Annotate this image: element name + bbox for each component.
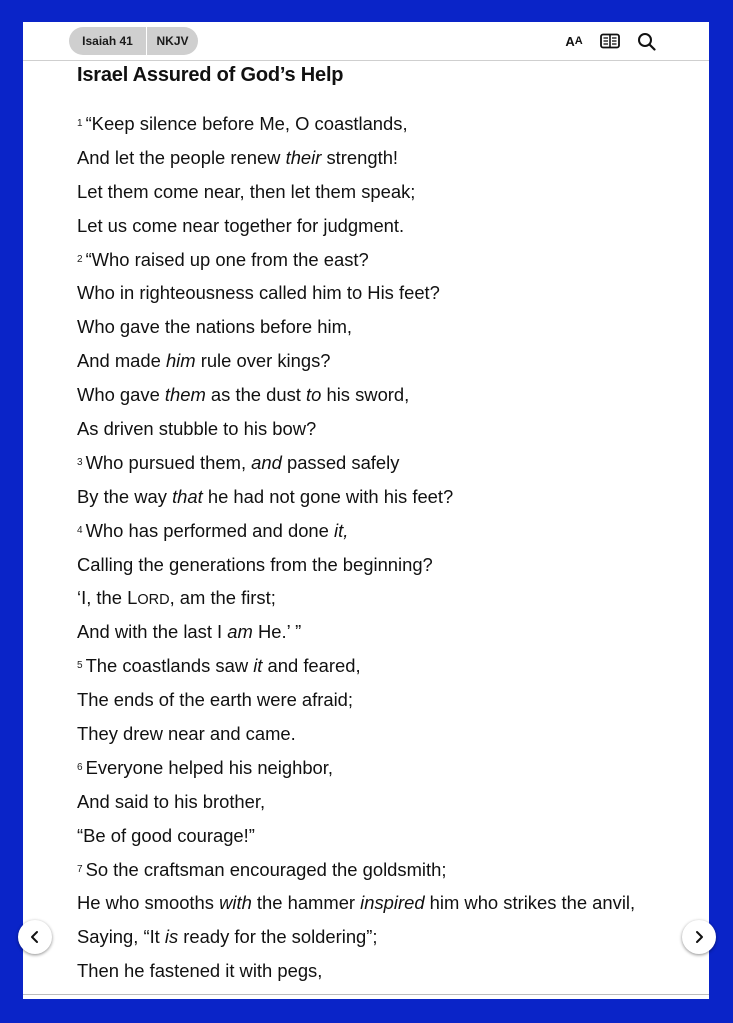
bottom-divider bbox=[23, 994, 709, 995]
text-line bbox=[77, 276, 697, 310]
text-line bbox=[77, 853, 697, 887]
verse-number: 1 bbox=[77, 118, 83, 129]
verse-text: as the dust bbox=[205, 384, 307, 406]
search-icon[interactable] bbox=[635, 30, 657, 52]
text-line bbox=[77, 175, 697, 209]
verse-text: rule over kings? bbox=[195, 350, 331, 372]
verse-text: They drew near and came. bbox=[77, 723, 296, 745]
small-caps-text: ORD bbox=[137, 592, 170, 609]
text-line bbox=[77, 751, 697, 785]
italic-word: it, bbox=[334, 519, 349, 541]
verse-text: Calling the generations from the beginning? bbox=[77, 553, 433, 575]
verse-number: 6 bbox=[77, 761, 83, 773]
verse-number: 7 bbox=[77, 863, 83, 875]
verse-text: Who gave the nations before him, bbox=[77, 316, 352, 338]
section-title: Israel Assured of God’s Help bbox=[77, 64, 344, 86]
verse-text: him who strikes the anvil, bbox=[424, 892, 636, 914]
text-line bbox=[77, 581, 697, 615]
italic-word: inspired bbox=[360, 892, 425, 914]
verse-text: passed safely bbox=[281, 451, 400, 473]
passage-selector bbox=[69, 27, 198, 55]
verse-text: He who smooths bbox=[77, 892, 220, 914]
text-line bbox=[77, 717, 697, 751]
verse-text: strength! bbox=[321, 146, 399, 168]
top-bar bbox=[23, 22, 709, 61]
verse-text: And with the last I bbox=[77, 621, 228, 643]
text-line bbox=[77, 819, 697, 853]
italic-word: them bbox=[164, 384, 206, 406]
previous-chapter-button[interactable] bbox=[18, 920, 52, 954]
verse-text: Who pursued them, bbox=[85, 451, 252, 473]
verse-text: Who has performed and done bbox=[85, 519, 334, 541]
verse-text: the hammer bbox=[251, 892, 361, 914]
text-size-icon[interactable] bbox=[563, 30, 585, 52]
text-line bbox=[77, 920, 697, 954]
verse-text: “Who raised up one from the east? bbox=[85, 248, 369, 270]
next-chapter-button[interactable] bbox=[682, 920, 716, 954]
verse-text: Let us come near together for judgment. bbox=[77, 214, 405, 236]
verse-number: 2 bbox=[77, 253, 83, 265]
text-line bbox=[77, 480, 697, 514]
text-line bbox=[77, 344, 697, 378]
text-line bbox=[77, 243, 697, 277]
search-glyph bbox=[637, 32, 656, 51]
text-line bbox=[77, 886, 697, 920]
text-line bbox=[77, 446, 697, 480]
verse-text: Who gave bbox=[77, 384, 165, 406]
verse-number: 5 bbox=[77, 660, 83, 672]
chevron-right-icon bbox=[692, 930, 706, 944]
verse-text: So the craftsman encouraged the goldsmith; bbox=[85, 858, 447, 880]
verse-text: “Be of good courage!” bbox=[77, 824, 255, 846]
verse-text: and feared, bbox=[262, 655, 361, 677]
reader-screen bbox=[23, 22, 709, 999]
verse-text: his sword, bbox=[321, 384, 410, 406]
chevron-left-icon bbox=[28, 930, 42, 944]
text-line bbox=[77, 209, 697, 243]
text-line bbox=[77, 310, 697, 344]
verse-text: “Keep silence before Me, O coastlands, bbox=[85, 113, 408, 134]
version-button[interactable]: NKJV bbox=[146, 27, 198, 55]
verse-text: Saying, “It bbox=[77, 926, 165, 948]
verse-text: The ends of the earth were afraid; bbox=[77, 689, 354, 711]
verse-text: Let them come near, then let them speak; bbox=[77, 180, 416, 202]
verse-text: ‘I, the L bbox=[77, 587, 138, 609]
verse-text: As driven stubble to his bow? bbox=[77, 418, 317, 440]
italic-word: their bbox=[285, 146, 322, 168]
verse-number: 4 bbox=[77, 524, 83, 536]
text-size-glyph-big: A bbox=[565, 33, 575, 49]
verse-text: he had not gone with his feet? bbox=[202, 485, 454, 507]
verse-text: , am the first; bbox=[169, 587, 276, 609]
verse-text: Everyone helped his neighbor, bbox=[85, 756, 333, 778]
italic-word: that bbox=[172, 485, 203, 507]
text-line bbox=[77, 514, 697, 548]
italic-word: and bbox=[251, 451, 282, 473]
book-open-icon[interactable] bbox=[599, 30, 621, 52]
verse-text: He.’ ” bbox=[252, 621, 302, 643]
verse-text: The coastlands saw bbox=[85, 655, 254, 677]
italic-word: am bbox=[227, 621, 253, 643]
text-line bbox=[77, 683, 697, 717]
verse-text: And let the people renew bbox=[77, 146, 286, 168]
verse-text: Then he fastened it with pegs, bbox=[77, 960, 323, 982]
scripture-text bbox=[77, 107, 697, 988]
verse-text: And said to his brother, bbox=[77, 790, 266, 812]
text-line bbox=[77, 615, 697, 649]
verse-number: 3 bbox=[77, 456, 83, 468]
text-size-glyph-small: A bbox=[574, 34, 583, 47]
verse-text: By the way bbox=[77, 485, 173, 507]
italic-word: is bbox=[164, 926, 179, 948]
book-open-glyph bbox=[600, 33, 620, 49]
toolbar bbox=[563, 30, 657, 52]
text-line bbox=[77, 107, 697, 141]
verse-text: ready for the soldering”; bbox=[178, 926, 378, 948]
book-chapter-button[interactable]: Isaiah 41 bbox=[82, 34, 133, 48]
italic-word: to bbox=[306, 384, 322, 406]
text-line bbox=[77, 548, 697, 582]
text-line bbox=[77, 141, 697, 175]
text-line bbox=[77, 649, 697, 683]
text-line bbox=[77, 378, 697, 412]
italic-word: it bbox=[253, 655, 263, 677]
verse-text: Who in righteousness called him to His feet? bbox=[77, 282, 440, 304]
text-line bbox=[77, 954, 697, 988]
text-line bbox=[77, 412, 697, 446]
italic-word: him bbox=[165, 350, 196, 372]
italic-word: with bbox=[219, 892, 252, 914]
verse-text: And made bbox=[77, 350, 166, 372]
text-line bbox=[77, 785, 697, 819]
